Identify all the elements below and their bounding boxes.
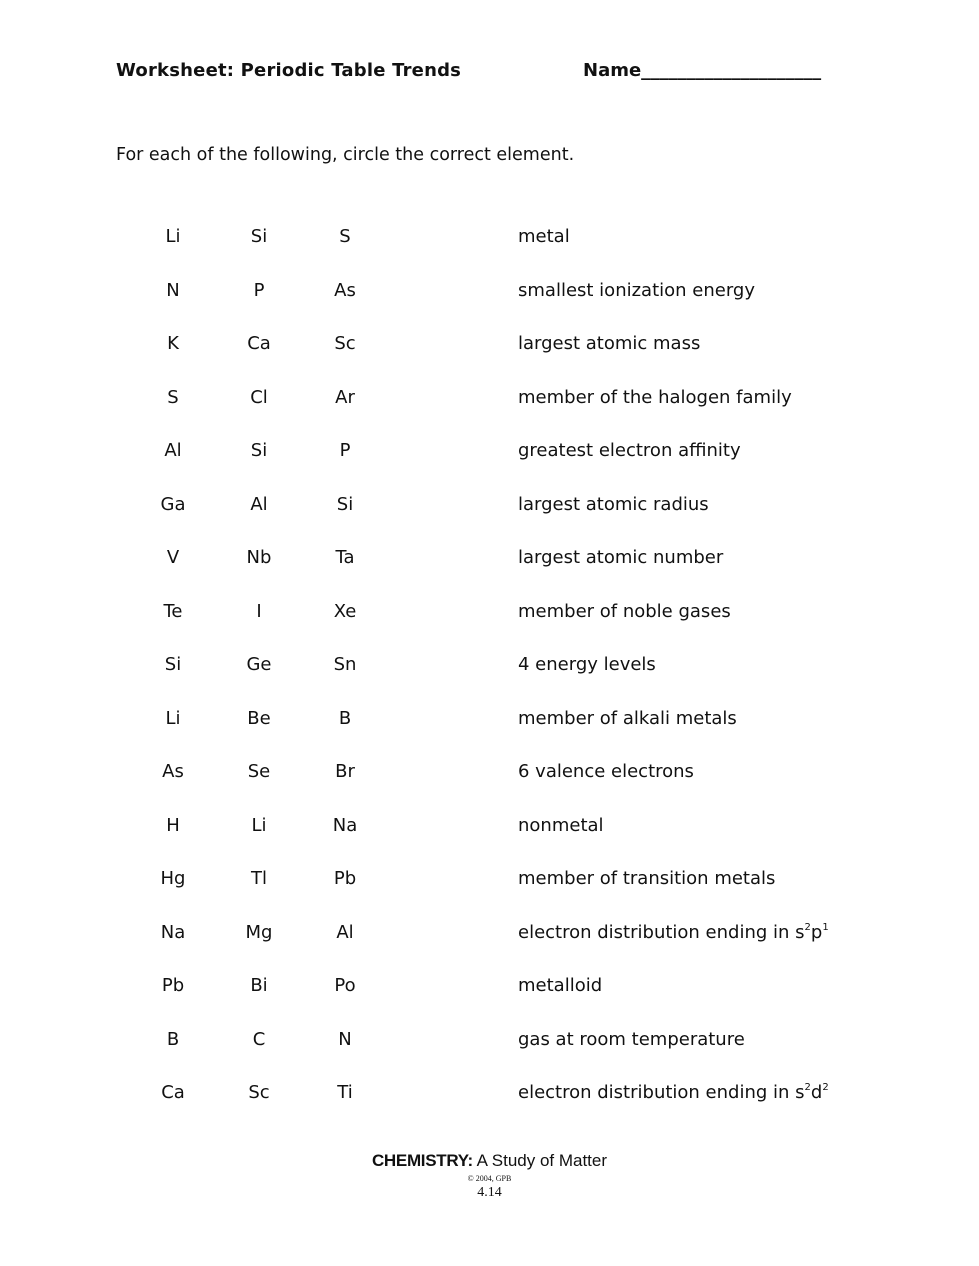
element-choice[interactable]: Si [250, 226, 268, 247]
element-choice[interactable]: Ge [246, 654, 272, 675]
orbital-superscript: 2 [804, 922, 811, 933]
question-row [0, 440, 979, 466]
orbital-letter: s [795, 1082, 805, 1103]
description-text: member of transition metals [518, 868, 776, 889]
description-text: largest atomic radius [518, 494, 709, 515]
description-text: member of the halogen family [518, 387, 792, 408]
element-choice[interactable]: Si [250, 440, 268, 461]
orbital-superscript: 1 [822, 922, 829, 933]
element-choice[interactable]: Po [334, 975, 356, 996]
description-text: member of noble gases [518, 601, 731, 622]
description-text: gas at room temperature [518, 1029, 745, 1050]
element-choice[interactable]: Al [164, 440, 182, 461]
description-text: smallest ionization energy [518, 280, 755, 301]
element-choice[interactable]: Sc [334, 333, 356, 354]
question-row [0, 333, 979, 359]
instructions: For each of the following, circle the correct element. [116, 145, 575, 165]
element-choice[interactable]: Ti [337, 1082, 353, 1103]
footer-brand [0, 1151, 979, 1171]
question-description [518, 494, 709, 515]
element-choice[interactable]: Ta [335, 547, 355, 568]
element-choice[interactable]: C [252, 1029, 266, 1050]
question-description [518, 815, 604, 836]
element-choice[interactable]: Si [336, 494, 354, 515]
element-choice[interactable]: Be [247, 708, 271, 729]
question-row [0, 547, 979, 573]
question-description [518, 1029, 745, 1050]
question-row [0, 1029, 979, 1055]
question-description [518, 387, 792, 408]
element-choice[interactable]: P [253, 280, 265, 301]
question-description [518, 226, 570, 247]
element-choice[interactable]: Se [247, 761, 271, 782]
question-row [0, 601, 979, 627]
element-choice[interactable]: Al [336, 922, 354, 943]
description-text: member of alkali metals [518, 708, 737, 729]
element-choice[interactable]: N [166, 280, 180, 301]
element-choice[interactable]: Te [163, 601, 183, 622]
element-choice[interactable]: Li [165, 708, 181, 729]
question-description [518, 333, 700, 354]
element-choice[interactable]: V [166, 547, 180, 568]
element-choice[interactable]: As [162, 761, 184, 782]
question-description [518, 280, 755, 301]
orbital-letter: d [810, 1082, 823, 1103]
element-choice[interactable]: Ar [335, 387, 355, 408]
orbital-letter: s [795, 922, 805, 943]
element-choice[interactable]: B [338, 708, 352, 729]
element-choice[interactable]: Tl [251, 868, 267, 889]
question-row [0, 494, 979, 520]
question-description [518, 708, 737, 729]
element-choice[interactable]: Bi [250, 975, 268, 996]
element-choice[interactable]: Na [332, 815, 358, 836]
element-choice[interactable]: Mg [245, 922, 273, 943]
page-number: 4.14 [477, 1185, 502, 1200]
element-choice[interactable]: Na [160, 922, 186, 943]
element-choice[interactable]: N [338, 1029, 352, 1050]
element-choice[interactable]: Br [335, 761, 355, 782]
element-choice[interactable]: S [167, 387, 179, 408]
footer-copyright: © 2004, GPB [467, 1174, 512, 1183]
question-row [0, 654, 979, 680]
element-choice[interactable]: I [256, 601, 262, 622]
element-choice[interactable]: S [339, 226, 351, 247]
orbital-superscript: 2 [822, 1082, 829, 1093]
question-description [518, 440, 741, 461]
footer-brand-rest: A Study of Matter [472, 1151, 608, 1170]
question-row [0, 280, 979, 306]
question-description [518, 547, 723, 568]
element-choice[interactable]: K [167, 333, 179, 354]
question-row [0, 708, 979, 734]
description-text: largest atomic mass [518, 333, 701, 354]
question-description [518, 601, 731, 622]
element-choice[interactable]: Pb [333, 868, 357, 889]
element-choice[interactable]: Ca [161, 1082, 185, 1103]
question-row [0, 868, 979, 894]
question-row [0, 815, 979, 841]
element-choice[interactable]: P [339, 440, 351, 461]
element-choice[interactable]: Sn [333, 654, 357, 675]
worksheet-title: Worksheet: Periodic Table Trends [116, 60, 462, 81]
element-choice[interactable]: Li [251, 815, 267, 836]
orbital-superscript: 2 [804, 1082, 811, 1093]
question-row [0, 226, 979, 252]
description-text: 4 energy levels [518, 654, 656, 675]
element-choice[interactable]: Xe [333, 601, 357, 622]
element-choice[interactable]: Al [250, 494, 268, 515]
element-choice[interactable]: Pb [161, 975, 185, 996]
question-row [0, 975, 979, 1001]
description-text: greatest electron affinity [518, 440, 741, 461]
description-text: largest atomic number [518, 547, 724, 568]
element-choice[interactable]: Nb [246, 547, 272, 568]
description-text: metal [518, 226, 570, 247]
element-choice[interactable]: Sc [248, 1082, 270, 1103]
question-description [518, 922, 829, 943]
element-choice[interactable]: Hg [160, 868, 186, 889]
element-choice[interactable]: Ga [160, 494, 186, 515]
description-text: electron distribution ending in [518, 1082, 796, 1103]
element-choice[interactable]: Si [164, 654, 182, 675]
name-field: Name____________________ [583, 60, 822, 81]
question-row [0, 1082, 979, 1108]
element-choice[interactable]: Li [165, 226, 181, 247]
element-choice[interactable]: B [166, 1029, 180, 1050]
footer-brand-bold: CHEMISTRY: [371, 1151, 473, 1170]
description-text: 6 valence electrons [518, 761, 694, 782]
question-description [518, 868, 775, 889]
question-row [0, 387, 979, 413]
element-choice[interactable]: H [166, 815, 180, 836]
description-text: nonmetal [518, 815, 604, 836]
element-choice[interactable]: Cl [250, 387, 268, 408]
element-choice[interactable]: Ca [247, 333, 271, 354]
question-description [518, 654, 656, 675]
orbital-letter: p [810, 922, 823, 943]
question-description [518, 1082, 829, 1103]
description-text: electron distribution ending in [518, 922, 796, 943]
question-row [0, 922, 979, 948]
element-choice[interactable]: As [334, 280, 356, 301]
question-description [518, 761, 694, 782]
question-description [518, 975, 602, 996]
description-text: metalloid [518, 975, 603, 996]
question-row [0, 761, 979, 787]
